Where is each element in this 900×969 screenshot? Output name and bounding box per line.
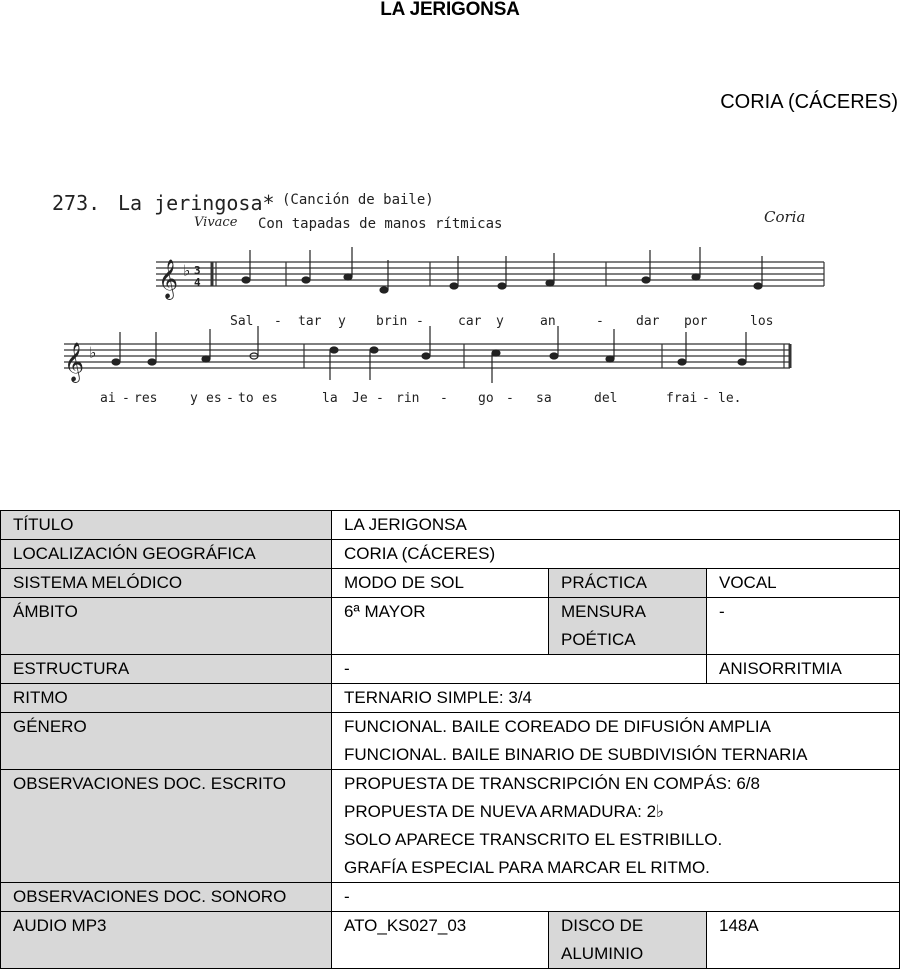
table-row [1,713,900,770]
svg-text:rin: rin [396,391,420,406]
svg-text:-: - [274,314,282,329]
row-value-estructura: - [332,655,707,684]
staff-1 [156,262,824,286]
svg-text:an: an [540,314,556,329]
table-row [1,684,900,713]
svg-text:-: - [702,391,710,406]
svg-text:y: y [190,391,198,406]
svg-text:brin: brin [376,314,408,329]
treble-clef-icon: 𝄞 [64,342,85,382]
staff-2-notes [112,326,746,383]
svg-text:-: - [506,391,514,406]
svg-text:-: - [416,314,424,329]
row-value-genero: FUNCIONAL. BAILE COREADO DE DIFUSIÓN AMPLIA FUNCIONAL. BAILE BINARIO DE SUBDIVISIÓN TERNARIA [332,713,900,770]
svg-text:del: del [594,391,618,406]
row-label-obs-escrito: OBSERVACIONES DOC. ESCRITO [1,770,332,883]
svg-text:Je: Je [352,391,368,406]
row-value-obs-escrito: PROPUESTA DE TRANSCRIPCIÓN EN COMPÁS: 6/8 PROPUESTA DE NUEVA ARMADURA: 2♭ SOLO APARECE TRANSCRITO EL ESTRIBILLO. GRAFÍA ESPECIAL PARA MARCAR EL RITMO. [332,770,900,883]
row-label-ambito: ÁMBITO [1,598,332,655]
svg-text:es: es [206,391,222,406]
svg-text:-: - [226,391,234,406]
row-label-sistema-melodico: SISTEMA MELÓDICO [1,569,332,598]
svg-text:por: por [684,314,708,329]
lyrics-line-2 [100,391,741,406]
table-row [1,883,900,912]
svg-text:Sal: Sal [230,314,254,329]
treble-clef-icon: 𝄞 [158,259,179,299]
score-place: Coria [764,208,806,226]
row-value-obs-sonoro: - [332,883,900,912]
svg-text:-: - [440,391,448,406]
row-label-titulo: TÍTULO [1,511,332,540]
row-value-audio: ATO_KS027_03 [332,912,549,969]
svg-text:sa: sa [536,391,552,406]
score-number: 273. [52,191,101,215]
row-value-sistema-melodico: MODO DE SOL [332,569,549,598]
svg-text:y: y [496,314,504,329]
table-row [1,540,900,569]
location-heading: CORIA (CÁCERES) [720,91,898,113]
row-value-ambito: 6ª MAYOR [332,598,549,655]
svg-text:los: los [750,314,774,329]
time-signature-icon: 4 [194,276,201,289]
music-score-image [30,180,870,420]
svg-text:y: y [338,314,346,329]
table-row [1,511,900,540]
document-title: LA JERIGONSA [380,0,520,20]
row-value-practica: VOCAL [707,569,900,598]
score-subtitle: (Canción de baile) [282,192,434,208]
table-row [1,770,900,883]
svg-text:to: to [238,391,254,406]
row-label-obs-sonoro: OBSERVACIONES DOC. SONORO [1,883,332,912]
row-label-ritmo: RITMO [1,684,332,713]
row-value-disco: 148A [707,912,900,969]
score-svg [30,180,870,420]
svg-text:le.: le. [718,391,742,406]
row-label-estructura: ESTRUCTURA [1,655,332,684]
svg-text:frai: frai [666,391,698,406]
score-performance-note: Con tapadas de manos rítmicas [258,216,503,232]
svg-text:es: es [262,391,278,406]
svg-text:la: la [322,391,338,406]
table-row [1,569,900,598]
row-label-genero: GÉNERO [1,713,332,770]
svg-text:go: go [478,391,494,406]
row-value-mensura-poetica: - [707,598,900,655]
flat-icon: ♭ [88,343,98,362]
score-title: La jeringosa* [118,191,275,215]
metadata-table [0,510,900,969]
row-label-audio: AUDIO MP3 [1,912,332,969]
row-value-anisorritmia: ANISORRITMIA [707,655,900,684]
row-value-localizacion: CORIA (CÁCERES) [332,540,900,569]
svg-text:ai: ai [100,391,116,406]
table-row [1,598,900,655]
row-label-mensura-poetica: MENSURA POÉTICA [549,598,707,655]
svg-text:car: car [458,314,482,329]
row-label-localizacion: LOCALIZACIÓN GEOGRÁFICA [1,540,332,569]
svg-text:-: - [596,314,604,329]
svg-text:tar: tar [298,314,322,329]
row-label-disco: DISCO DE ALUMINIO [549,912,707,969]
row-value-ritmo: TERNARIO SIMPLE: 3/4 [332,684,900,713]
row-value-titulo: LA JERIGONSA [332,511,900,540]
svg-text:-: - [376,391,384,406]
lyrics-line-1 [230,314,773,329]
time-signature-icon: 3 [194,264,201,277]
row-label-practica: PRÁCTICA [549,569,707,598]
svg-text:res: res [134,391,158,406]
flat-icon: ♭ [182,261,192,280]
table-row [1,655,900,684]
svg-text:-: - [122,391,130,406]
svg-text:dar: dar [636,314,660,329]
table-row [1,912,900,969]
score-tempo: Vivace [194,215,238,230]
